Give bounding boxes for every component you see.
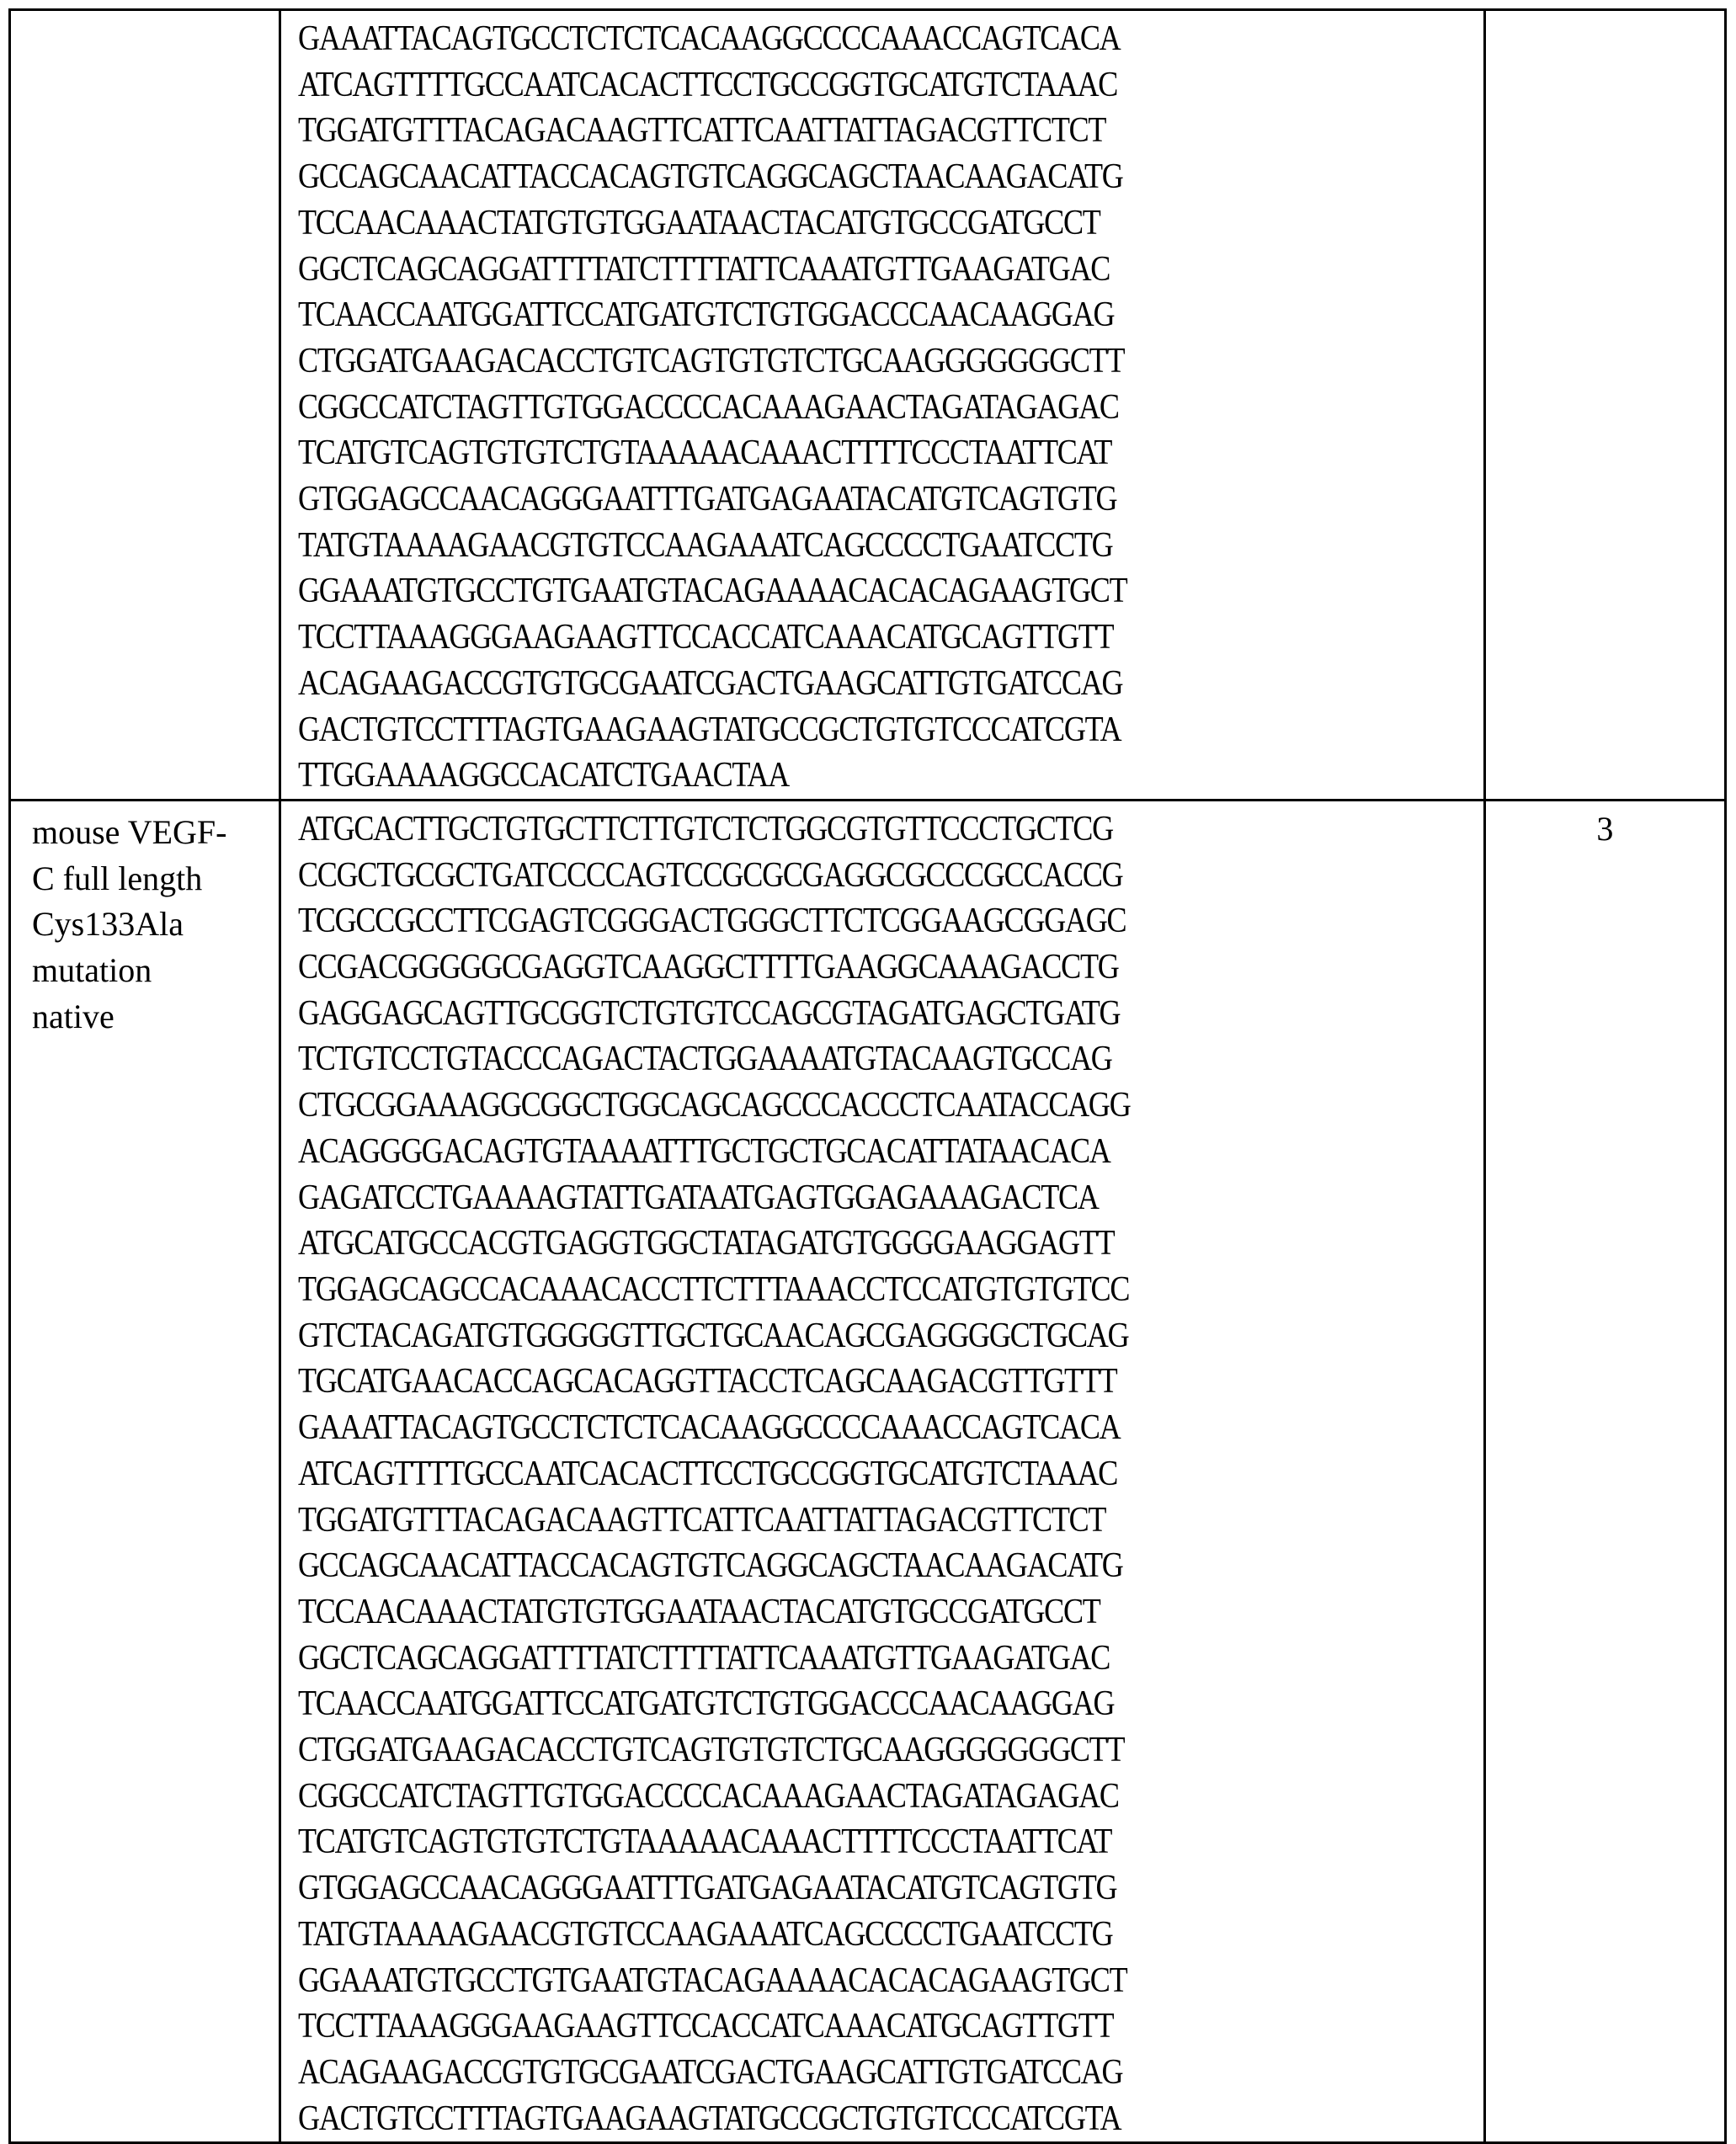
sequence-line: [298, 1912, 1483, 1958]
sequence-text: CGGCCATCTAGTTGTGGACCCCACAAAGAACTAGATAGAGAC: [298, 1776, 1120, 1816]
sequence-text: GTGGAGCCAACAGGGAATTTGATGAGAATACATGTCAGTGTG: [298, 1869, 1117, 1908]
sequence-text: GGAAATGTGCCTGTGAATGTACAGAAAACACACAGAAGTGCT: [298, 1960, 1127, 2000]
sequence-name-line: mouse VEGF-: [32, 812, 227, 851]
sequence-text: GAAATTACAGTGCCTCTCTCACAAGGCCCCAAACCAGTCACA: [298, 1408, 1121, 1448]
sequence-line: [298, 292, 1483, 338]
sequence-name-line: native: [32, 997, 114, 1035]
sequence-text: TCAACCAATGGATTCCATGATGTCTGTGGACCCAACAAGGAG: [298, 295, 1115, 335]
sequence-line: [298, 568, 1483, 614]
sequence-text: TCCAACAAACTATGTGTGGAATAACTACATGTGCCGATGCCT: [298, 1592, 1100, 1631]
sequence-name-line: C full length: [32, 859, 203, 897]
sequence-line: [298, 1958, 1483, 2004]
sequence-text: ATGCATGCCACGTGAGGTGGCTATAGATGTGGGGAAGGAGTT: [298, 1224, 1115, 1264]
sequence-text: CGGCCATCTAGTTGTGGACCCCACAAAGAACTAGATAGAGAC: [298, 387, 1120, 427]
sequence-line: [298, 200, 1483, 247]
sequence-line: [298, 1313, 1483, 1359]
sequence-line: [298, 1267, 1483, 1313]
sequence-line: [298, 614, 1483, 661]
sequence-line: [298, 853, 1483, 899]
sequence-line: [298, 1405, 1483, 1451]
sequence-line: [298, 944, 1483, 991]
sequence-text: TATGTAAAAGAACGTGTCCAAGAAATCAGCCCCTGAATCCTG: [298, 1914, 1113, 1954]
sequence-text: CTGGATGAAGACACCTGTCAGTGTGTCTGCAAGGGGGGGCTT: [298, 341, 1125, 380]
table-row: [10, 800, 1726, 2142]
sequence-text: GGCTCAGCAGGATTTTATCTTTTATTCAAATGTTGAAGATGAC: [298, 1638, 1110, 1678]
sequence-name-line: Cys133Ala: [32, 905, 184, 944]
sequence-text: GACTGTCCTTTAGTGAAGAAGTATGCCGCTGTGTCCCATCGTA: [298, 2099, 1121, 2138]
sequence-text: ATCAGTTTTGCCAATCACACTTCCTGCCGGTGCATGTCTAAAC: [298, 65, 1118, 104]
sequence-text: CTGCGGAAAGGCGGCTGGCAGCAGCCCACCCTCAATACCAGG: [298, 1086, 1131, 1125]
sequence-text: TCAACCAATGGATTCCATGATGTCTGTGGACCCAACAAGGAG: [298, 1684, 1115, 1724]
seq-id-cell: [1484, 10, 1725, 801]
sequence-line: [298, 898, 1483, 944]
sequence-line: [298, 1819, 1483, 1865]
sequence-text: ATCAGTTTTGCCAATCACACTTCCTGCCGGTGCATGTCTAAAC: [298, 1454, 1118, 1493]
sequence-text: ATGCACTTGCTGTGCTTCTTGTCTCTGGCGTGTTCCCTGCTCG: [298, 809, 1114, 849]
sequence-name-line: mutation: [32, 951, 152, 990]
sequence-cell: [280, 800, 1484, 2142]
sequence-text: GTCTACAGATGTGGGGGTTGCTGCAACAGCGAGGGGCTGCAG: [298, 1316, 1129, 1355]
sequence-text: CCGACGGGGGCGAGGTCAAGGCTTTTGAAGGCAAAGACCTG: [298, 948, 1119, 987]
sequence-name-cell: [10, 10, 280, 801]
sequence-line: [298, 1543, 1483, 1589]
sequence-line: [298, 338, 1483, 385]
sequence-text: GAAATTACAGTGCCTCTCTCACAAGGCCCCAAACCAGTCACA: [298, 19, 1121, 58]
sequence-line: [298, 1359, 1483, 1405]
sequence-line: [298, 1221, 1483, 1267]
sequence-line: [298, 707, 1483, 753]
sequence-line: [298, 108, 1483, 154]
sequence-line: [298, 2050, 1483, 2096]
sequence-line: [298, 1451, 1483, 1498]
sequence-text: TCCTTAAAGGGAAGAAGTTCCACCATCAAACATGCAGTTGTT: [298, 2007, 1114, 2046]
sequence-line: [298, 154, 1483, 200]
sequence-line: [298, 16, 1483, 62]
sequence-line: [298, 430, 1483, 476]
sequence-line: [298, 1036, 1483, 1083]
sequence-line: [298, 1865, 1483, 1912]
sequence-text: GAGATCCTGAAAAGTATTGATAATGAGTGGAGAAAGACTCA: [298, 1178, 1100, 1217]
sequence-table: [8, 8, 1727, 2144]
sequence-line: [298, 247, 1483, 293]
sequence-text: CTGGATGAAGACACCTGTCAGTGTGTCTGCAAGGGGGGGCTT: [298, 1731, 1125, 1770]
sequence-text: GCCAGCAACATTACCACAGTGTCAGGCAGCTAACAAGACATG: [298, 157, 1123, 197]
sequence-line: [298, 1129, 1483, 1175]
sequence-line: [298, 806, 1483, 853]
sequence-text: TCCTTAAAGGGAAGAAGTTCCACCATCAAACATGCAGTTGTT: [298, 618, 1114, 657]
sequence-text: GCCAGCAACATTACCACAGTGTCAGGCAGCTAACAAGACATG: [298, 1546, 1123, 1586]
sequence-line: [298, 62, 1483, 109]
sequence-line: [298, 2096, 1483, 2142]
sequence-line: [298, 523, 1483, 569]
sequence-text: TTGGAAAAGGCCACATCTGAACTAA: [298, 756, 790, 795]
sequence-line: [298, 2003, 1483, 2050]
sequence-text: TGCATGAACACCAGCACAGGTTACCTCAGCAAGACGTTGTTT: [298, 1362, 1117, 1402]
sequence-text: GAGGAGCAGTTGCGGTCTGTGTCCAGCGTAGATGAGCTGATG: [298, 993, 1121, 1033]
sequence-text: ACAGAAGACCGTGTGCGAATCGACTGAAGCATTGTGATCCAG: [298, 663, 1123, 703]
sequence-line: [298, 753, 1483, 799]
sequence-name-cell: [10, 800, 280, 2142]
sequence-line: [298, 1083, 1483, 1129]
sequence-line: [298, 1498, 1483, 1544]
sequence-cell: [280, 10, 1484, 801]
sequence-text: TCTGTCCTGTACCCAGACTACTGGAAAATGTACAAGTGCCAG: [298, 1040, 1112, 1079]
sequence-text: GACTGTCCTTTAGTGAAGAAGTATGCCGCTGTGTCCCATCGTA: [298, 710, 1121, 749]
sequence-line: [298, 1774, 1483, 1820]
sequence-text: TCATGTCAGTGTGTCTGTAAAAACAAACTTTTCCCTAATTCAT: [298, 434, 1112, 473]
sequence-text: ACAGGGGACAGTGTAAAATTTGCTGCTGCACATTATAACACA: [298, 1131, 1110, 1171]
sequence-line: [298, 1681, 1483, 1727]
sequence-text: ACAGAAGACCGTGTGCGAATCGACTGAAGCATTGTGATCCAG: [298, 2052, 1123, 2092]
sequence-line: [298, 385, 1483, 431]
seq-id-cell: 3: [1484, 800, 1725, 2142]
sequence-text: TCGCCGCCTTCGAGTCGGGACTGGGCTTCTCGGAAGCGGAGC: [298, 902, 1126, 941]
table-row: [10, 10, 1726, 801]
sequence-line: [298, 1636, 1483, 1682]
sequence-text: TCATGTCAGTGTGTCTGTAAAAACAAACTTTTCCCTAATTCAT: [298, 1822, 1112, 1862]
sequence-text: GGCTCAGCAGGATTTTATCTTTTATTCAAATGTTGAAGATGAC: [298, 249, 1110, 289]
sequence-text: TCCAACAAACTATGTGTGGAATAACTACATGTGCCGATGCCT: [298, 203, 1100, 242]
sequence-text: TGGAGCAGCCACAAACACCTTCTTTAAACCTCCATGTGTGTCC: [298, 1269, 1130, 1309]
sequence-line: [298, 476, 1483, 523]
sequence-line: [298, 1175, 1483, 1221]
sequence-line: [298, 1589, 1483, 1636]
sequence-text: TATGTAAAAGAACGTGTCCAAGAAATCAGCCCCTGAATCCTG: [298, 525, 1113, 565]
sequence-line: [298, 1727, 1483, 1774]
sequence-text: CCGCTGCGCTGATCCCCAGTCCGCGCGAGGCGCCCGCCACCG: [298, 855, 1123, 895]
sequence-line: [298, 661, 1483, 707]
sequence-line: [298, 991, 1483, 1037]
sequence-text: GTGGAGCCAACAGGGAATTTGATGAGAATACATGTCAGTGTG: [298, 480, 1117, 519]
sequence-text: TGGATGTTTACAGACAAGTTCATTCAATTATTAGACGTTCTCT: [298, 111, 1106, 151]
sequence-text: GGAAATGTGCCTGTGAATGTACAGAAAACACACAGAAGTGCT: [298, 572, 1127, 611]
sequence-text: TGGATGTTTACAGACAAGTTCATTCAATTATTAGACGTTCTCT: [298, 1500, 1106, 1540]
